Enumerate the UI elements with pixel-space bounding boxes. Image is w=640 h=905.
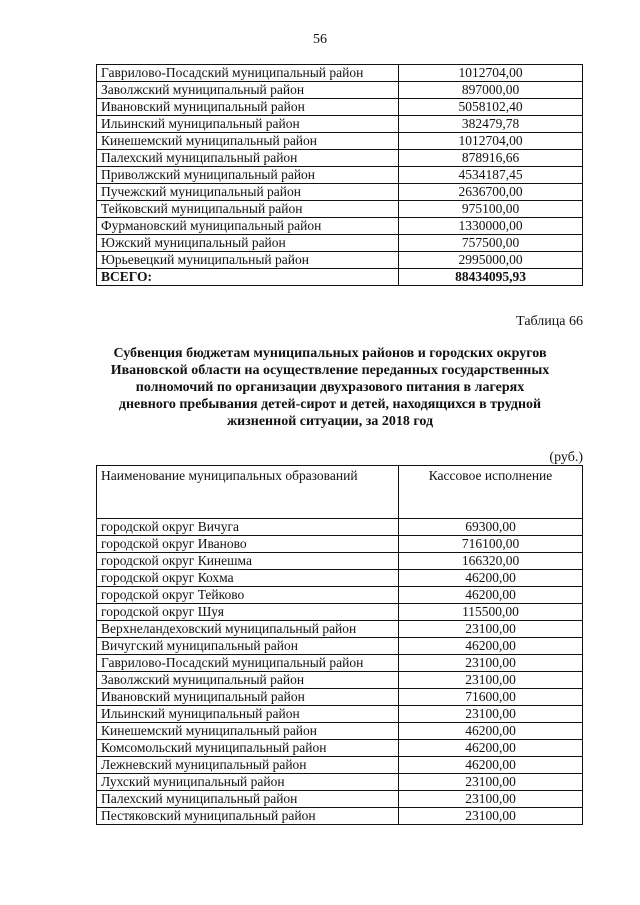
table-row <box>97 133 583 150</box>
row-value: 2636700,00 <box>399 184 583 201</box>
row-value: 46200,00 <box>399 723 583 740</box>
caption-line: Субвенция бюджетам муниципальных районов и городских округов <box>113 346 547 361</box>
table-number-label: Таблица 66 <box>516 314 583 329</box>
row-value: 23100,00 <box>399 791 583 808</box>
row-value: 757500,00 <box>399 235 583 252</box>
header-municipality: Наименование муниципальных образований <box>97 466 399 519</box>
row-value: 4534187,45 <box>399 167 583 184</box>
row-value: 46200,00 <box>399 570 583 587</box>
row-value: 716100,00 <box>399 536 583 553</box>
table-row <box>97 706 583 723</box>
table-row <box>97 791 583 808</box>
table-row <box>97 218 583 235</box>
row-value: 46200,00 <box>399 757 583 774</box>
row-value: 166320,00 <box>399 553 583 570</box>
row-value: 69300,00 <box>399 519 583 536</box>
table-row <box>97 689 583 706</box>
row-value: 23100,00 <box>399 621 583 638</box>
subsidy-table <box>96 465 583 825</box>
table-caption <box>80 345 580 430</box>
row-value: 1012704,00 <box>399 133 583 150</box>
row-value: 46200,00 <box>399 740 583 757</box>
unit-label: (руб.) <box>549 450 583 465</box>
row-name: Палехский муниципальный район <box>97 150 399 167</box>
row-name: городской округ Шуя <box>97 604 399 621</box>
row-name: городской округ Кохма <box>97 570 399 587</box>
row-name: Фурмановский муниципальный район <box>97 218 399 235</box>
row-name: Кинешемский муниципальный район <box>97 723 399 740</box>
row-name: городской округ Вичуга <box>97 519 399 536</box>
table-row <box>97 65 583 82</box>
table-row <box>97 536 583 553</box>
row-name: городской округ Тейково <box>97 587 399 604</box>
row-value: 23100,00 <box>399 655 583 672</box>
top-table <box>96 64 583 286</box>
row-name: Пестяковский муниципальный район <box>97 808 399 825</box>
row-value: 23100,00 <box>399 774 583 791</box>
row-value: 2995000,00 <box>399 252 583 269</box>
row-value: 382479,78 <box>399 116 583 133</box>
row-value: 897000,00 <box>399 82 583 99</box>
row-name: Вичугский муниципальный район <box>97 638 399 655</box>
row-value: 23100,00 <box>399 672 583 689</box>
row-name: Палехский муниципальный район <box>97 791 399 808</box>
row-value: 46200,00 <box>399 587 583 604</box>
row-name: городской округ Кинешма <box>97 553 399 570</box>
table-row <box>97 82 583 99</box>
total-value: 88434095,93 <box>399 269 583 286</box>
caption-line: полномочий по организации двухразового питания в лагерях <box>135 380 525 395</box>
row-value: 5058102,40 <box>399 99 583 116</box>
table-row <box>97 621 583 638</box>
table-row <box>97 655 583 672</box>
row-name: Лежневский муниципальный район <box>97 757 399 774</box>
row-name: Пучежский муниципальный район <box>97 184 399 201</box>
row-value: 1330000,00 <box>399 218 583 235</box>
page-number: 56 <box>313 32 327 47</box>
table-row <box>97 167 583 184</box>
row-value: 975100,00 <box>399 201 583 218</box>
table-row <box>97 235 583 252</box>
row-value: 878916,66 <box>399 150 583 167</box>
row-name: Южский муниципальный район <box>97 235 399 252</box>
row-name: Ильинский муниципальный район <box>97 116 399 133</box>
row-name: Ивановский муниципальный район <box>97 99 399 116</box>
table-row <box>97 150 583 167</box>
table-row <box>97 723 583 740</box>
row-name: Заволжский муниципальный район <box>97 672 399 689</box>
table-row <box>97 553 583 570</box>
row-value: 23100,00 <box>399 808 583 825</box>
total-row <box>97 269 583 286</box>
caption-line: дневного пребывания детей-сирот и детей, находящихся в трудной <box>118 397 542 412</box>
row-name: Приволжский муниципальный район <box>97 167 399 184</box>
row-name: Верхнеландеховский муниципальный район <box>97 621 399 638</box>
row-value: 1012704,00 <box>399 65 583 82</box>
row-name: Гаврилово-Посадский муниципальный район <box>97 655 399 672</box>
table-row <box>97 252 583 269</box>
table-row <box>97 757 583 774</box>
row-name: Комсомольский муниципальный район <box>97 740 399 757</box>
table-row <box>97 638 583 655</box>
row-value: 23100,00 <box>399 706 583 723</box>
table-row <box>97 740 583 757</box>
table-row <box>97 519 583 536</box>
row-name: Тейковский муниципальный район <box>97 201 399 218</box>
row-value: 71600,00 <box>399 689 583 706</box>
table-row <box>97 201 583 218</box>
table-row <box>97 570 583 587</box>
table-row <box>97 184 583 201</box>
row-name: Заволжский муниципальный район <box>97 82 399 99</box>
table-row <box>97 808 583 825</box>
caption-line: Ивановской области на осуществление переданных государственных <box>110 363 550 378</box>
table-row <box>97 587 583 604</box>
row-name: Лухский муниципальный район <box>97 774 399 791</box>
table-row <box>97 99 583 116</box>
total-label: ВСЕГО: <box>97 269 399 286</box>
row-name: Ивановский муниципальный район <box>97 689 399 706</box>
row-name: Кинешемский муниципальный район <box>97 133 399 150</box>
header-cash-execution: Кассовое исполнение <box>399 466 583 519</box>
table-row <box>97 116 583 133</box>
row-value: 115500,00 <box>399 604 583 621</box>
row-name: Ильинский муниципальный район <box>97 706 399 723</box>
table-header-row <box>97 466 583 519</box>
row-name: Юрьевецкий муниципальный район <box>97 252 399 269</box>
row-name: городской округ Иваново <box>97 536 399 553</box>
row-name: Гаврилово-Посадский муниципальный район <box>97 65 399 82</box>
row-value: 46200,00 <box>399 638 583 655</box>
table-row <box>97 774 583 791</box>
table-row <box>97 672 583 689</box>
caption-line: жизненной ситуации, за 2018 год <box>226 414 434 429</box>
table-row <box>97 604 583 621</box>
